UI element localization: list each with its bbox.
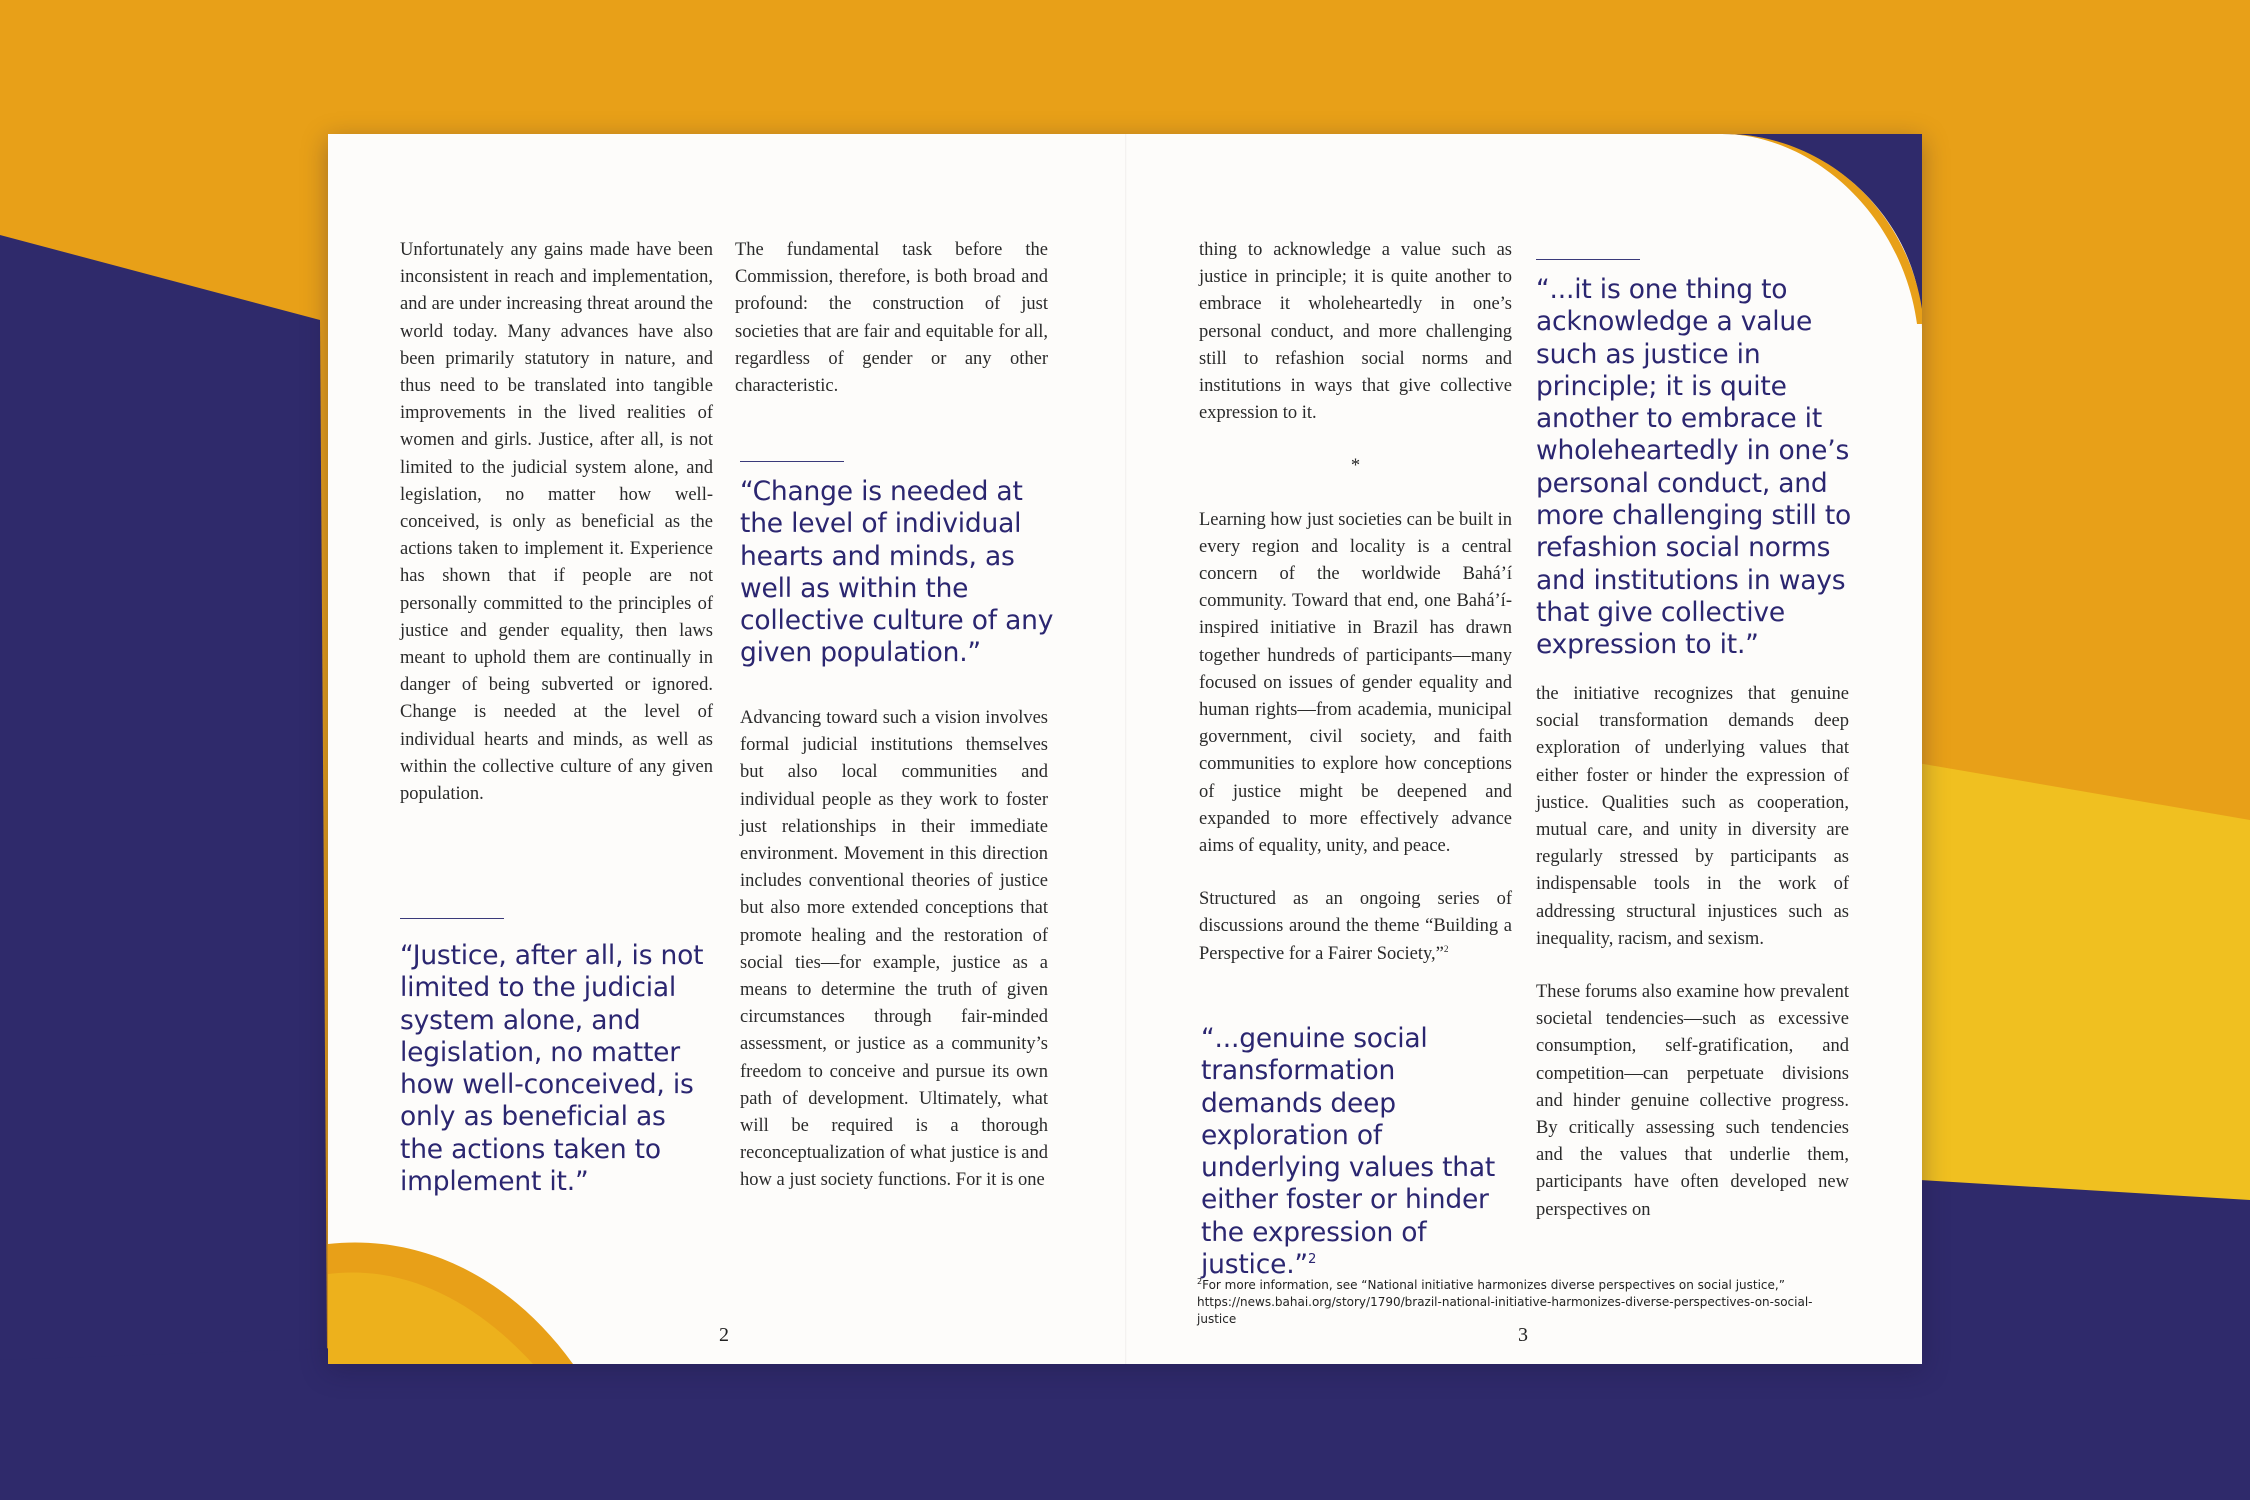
pull-quote-acknowledge: “...it is one thing to acknowledge a value such as justice in principle; it is quite another to embrace it wholeheartedly in one’s personal conduct, and more challenging still to refashion social norms and institutions in ways that give collective expression to it.” <box>1536 274 1852 661</box>
section-separator: * <box>1350 456 1361 477</box>
column-4-body <box>1536 681 1849 1224</box>
body-paragraph: The fundamental task before the Commission, therefore, is both broad and profound: the construction of just societies that are fair and equitable for all, regardless of gender or any other characteristic. <box>735 240 1048 397</box>
page-fold <box>1125 134 1127 1364</box>
pull-quote-transformation: “...genuine social transformation demands deep exploration of underlying values that either foster or hinder the expression of justice.”$^2$ <box>1201 1023 1496 1281</box>
column-2-intro <box>735 237 1048 400</box>
booklet-spread <box>328 134 1922 1364</box>
page-number-left: 2 <box>719 1324 729 1346</box>
body-paragraph: the initiative recognizes that genuine social transformation demands deep exploration of underlying values that either foster or hinder the expression of justice. Qualities such as cooperation, mutual care, and unity in diversity are regularly stressed by participants as indispensable tools in the work of addressing structural injustices such as inequality, racism, and sexism. <box>1536 684 1849 949</box>
quote-rule <box>740 461 844 462</box>
body-paragraph: Structured as an ongoing series of discussions around the theme “Building a Perspective for a Fairer Society,”$^2$ <box>1199 889 1512 964</box>
footnote-marker: 2 <box>1443 944 1449 955</box>
body-paragraph: These forums also examine how prevalent societal tendencies—such as excessive consumption, self-gratification, and competition—can perpetuate divisions and hinder genuine collective progress. By critically assessing such tendencies and the values that underlie them, participants have often developed new perspectives on <box>1536 982 1849 1220</box>
body-paragraph: Unfortunately any gains made have been inconsistent in reach and implementation, and are under increasing threat around the world today. Many advances have also been primarily statutory in nature, and thus need to be translated into tangible improvements in the lived realities of women and girls. Justice, after all, is not limited to the judicial system alone, and legislation, no matter how well-conceived, is only as beneficial as the actions taken to implement it. Experience has shown that if people are not personally committed to the principles of justice and gender equality, then laws meant to uphold them are continually in danger of being subverted or ignored. Change is needed at the level of individual hearts and minds, as well as within the collective culture of any given population. <box>400 240 713 805</box>
bottom-left-corner-decoration <box>328 1214 588 1364</box>
body-paragraph: Learning how just societies can be built in every region and locality is a central concern of the worldwide Bahá’í community. Toward that end, one Bahá’í-inspired initiative in Brazil has drawn together hundreds of participants—many focused on issues of gender equality and human rights—from academia, municipal government, civil society, and faith communities to explore how conceptions of justice might be deepened and expanded to more effectively advance aims of equality, unity, and peace. <box>1199 509 1512 857</box>
footnote: $^2$For more information, see “National initiative harmonizes diverse perspectives on social justice,” https://news.bahai.org/story/1790/brazil-national-initiative-harmonizes-diverse-perspectives-on-social-justice <box>1197 1277 1813 1326</box>
quote-rule <box>400 918 504 919</box>
body-paragraph: Advancing toward such a vision involves formal judicial institutions themselves but also local communities and individual people as they work to foster just relationships in their immediate environment. Movement in this direction includes conventional theories of justice but also more extended conceptions that promote healing and the restoration of social ties—for example, justice as a means to determine the truth of given circumstances through fair-minded assessment, or justice as a community’s freedom to conceive and pursue its own path of development. Ultimately, what will be required is a thorough reconceptualization of what justice is and how a just society functions. For it is one <box>740 708 1048 1191</box>
pull-quote-justice: “Justice, after all, is not limited to the judicial system alone, and legislation, no matter how well-conceived, is only as beneficial as the actions taken to implement it.” <box>400 940 704 1198</box>
column-2-body <box>740 705 1048 1195</box>
footnote-number: 2 <box>1197 1277 1203 1286</box>
footnote-marker: 2 <box>1307 1252 1317 1268</box>
column-3-body <box>1199 237 1512 968</box>
body-paragraph: thing to acknowledge a value such as justice in principle; it is quite another to embrace it wholeheartedly in one’s personal conduct, and more challenging still to refashion social norms and institutions in ways that give collective expression to it. <box>1199 240 1512 424</box>
pull-quote-change: “Change is needed at the level of individual hearts and minds, as well as within the collective culture of any given population.” <box>740 476 1054 669</box>
column-1-body <box>400 237 713 808</box>
page-number-right: 3 <box>1518 1324 1528 1346</box>
quote-rule <box>1536 259 1640 260</box>
